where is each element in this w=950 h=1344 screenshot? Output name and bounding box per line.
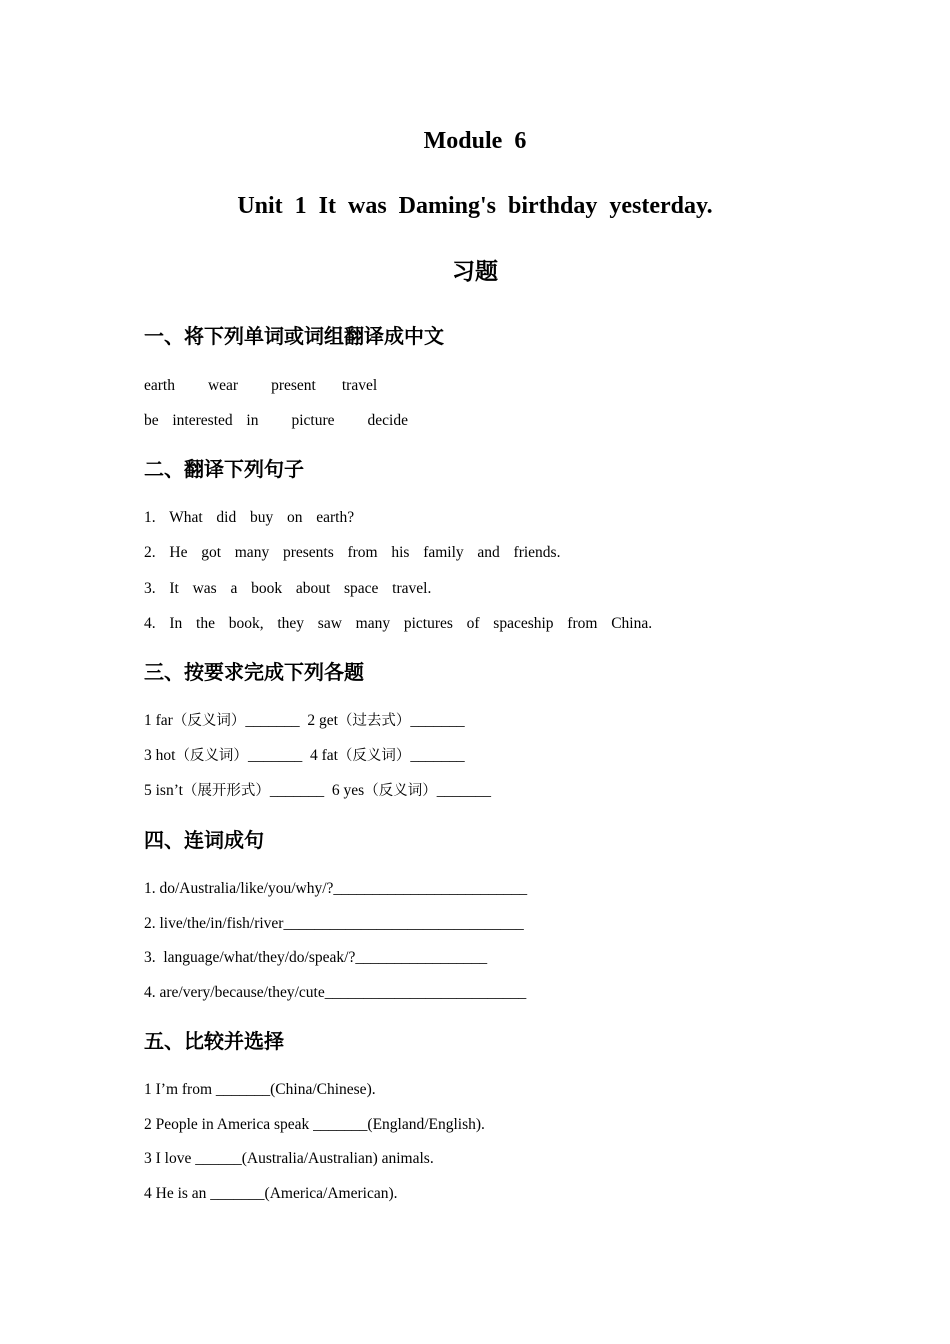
word: 1 far <box>144 712 173 729</box>
unit-title: Unit 1 It was Daming's birthday yesterday. <box>237 193 713 219</box>
word: 5 isn’t <box>144 782 183 799</box>
vocab-word: picture <box>291 412 335 429</box>
word-order-item: 1. do/Australia/like/you/why/?_________________________ <box>144 880 528 897</box>
vocab-word: decide <box>367 412 408 429</box>
vocab-word: travel <box>341 377 378 394</box>
hint: （反义词） <box>172 713 246 729</box>
section-4-heading: 四、连词成句 <box>144 828 264 852</box>
choice-item: 2 People in America speak _______(England/English). <box>144 1116 485 1133</box>
hint: （过去式） <box>337 713 411 729</box>
word-order-item: 4. are/very/because/they/cute__________________________ <box>144 984 527 1001</box>
word: 6 yes <box>331 782 365 799</box>
vocab-row-2 <box>144 411 408 431</box>
vocab-word: present <box>271 377 316 394</box>
section-2-heading: 二、翻译下列句子 <box>144 457 304 481</box>
exercise-title: 习题 <box>452 259 498 285</box>
sentence-item: 2. He got many presents from his family and friends. <box>144 544 561 561</box>
answer-blank: _______ <box>410 747 465 764</box>
vocab-word: earth <box>144 377 175 394</box>
word-form-line <box>144 746 465 766</box>
module-title: Module 6 <box>423 128 527 154</box>
hint: （展开形式） <box>182 783 270 799</box>
word-form-line <box>144 781 491 801</box>
word-form-line <box>144 711 465 731</box>
answer-blank: _______ <box>436 782 491 799</box>
answer-blank: _______ <box>269 782 325 799</box>
hint: （反义词） <box>175 748 248 764</box>
hint: （反义词） <box>364 783 437 799</box>
choice-item: 4 He is an _______(America/American). <box>144 1185 398 1202</box>
word-order-item: 3. language/what/they/do/speak/?_________________ <box>144 949 488 966</box>
sentence-item: 3. It was a book about space travel. <box>144 580 432 597</box>
answer-blank: _______ <box>245 712 300 729</box>
choice-item: 1 I’m from _______(China/Chinese). <box>144 1081 376 1098</box>
word: 4 fat <box>309 747 338 764</box>
section-1-heading: 一、将下列单词或词组翻译成中文 <box>144 324 444 348</box>
answer-blank: _______ <box>410 712 465 729</box>
vocab-row-1 <box>144 376 377 396</box>
word-order-item: 2. live/the/in/fish/river_______________________________ <box>144 915 524 932</box>
section-5-heading: 五、比较并选择 <box>144 1029 284 1053</box>
section-3-heading: 三、按要求完成下列各题 <box>144 660 364 684</box>
vocab-word: be interested in <box>144 412 259 429</box>
sentence-item: 1. What did buy on earth? <box>144 509 355 526</box>
vocab-word: wear <box>207 377 239 394</box>
word: 3 hot <box>144 747 176 764</box>
choice-item: 3 I love ______(Australia/Australian) animals. <box>144 1150 434 1167</box>
sentence-item: 4. In the book, they saw many pictures of spaceship from China. <box>144 615 653 632</box>
answer-blank: _______ <box>247 747 303 764</box>
word: 2 get <box>307 712 338 729</box>
hint: （反义词） <box>337 748 411 764</box>
